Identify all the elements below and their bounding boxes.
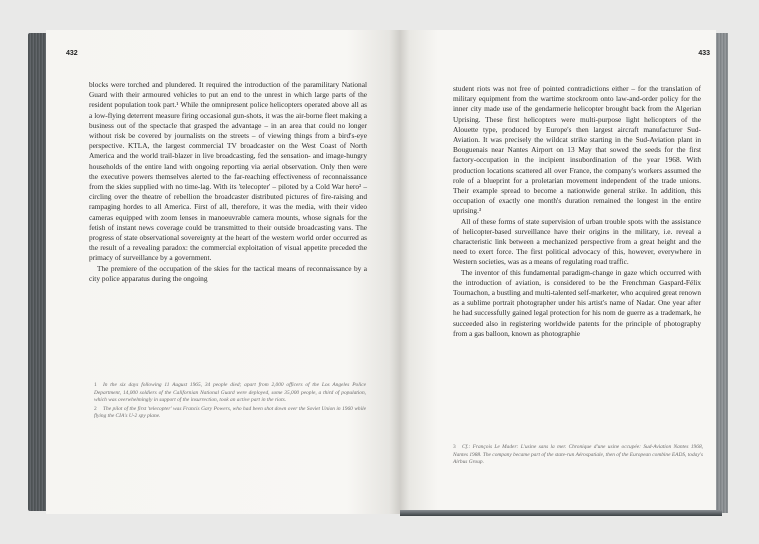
left-page [46,30,400,514]
paragraph: The premiere of the occupation of the skies for the tactical means of reconnaissance by a city police apparatus during the ongoing [89,263,367,283]
footnote [94,382,366,405]
paragraph: blocks were torched and plundered. It required the introduction of the paramilitary National Guard with their armoured vehicles to put an end to the unrest in which large parts of the resident population took part.¹ While the omnipresent police helicopters operated above all as a low-flying deterrent measure firing occasional gun-shots, it was the air-borne fleet making a business out of the spectacle that grasped the advantage – in an area that could no longer without risk be covered by journalists on the streets – of viewing things from a bird's-eye perspective. KTLA, the largest commercial TV broadcaster on the West Coast of North America and the world trail-blazer in live broadcasting, fed the sensation- and image-hungry households of the entire land with ongoing reporting via aerial observation. Only then were the executive powers themselves alerted to the far-reaching effectiveness of reconnaissance from the skies supplied with no time-lag. With its 'telecopter' – piloted by a Cold War hero² – circling over the theatre of rebellion the broadcaster distributed pictures of fire-raising and rampaging hordes to all America. First of all, therefore, it was the media, with their video cameras equipped with zoom lenses in manoeuvrable camera mounts, whose signals for the fetish of instant news coverage could be transmitted to their outside broadcasting vans. The progress of state observational sovereignty at the heart of the western world order occurred as the result of a revealing paradox: the commercial exploitation of visual appetite preceded the primacy of surveillance by a government. [89,80,367,263]
footnote-mark: 1 [94,382,97,388]
right-page [400,30,716,510]
footnote [94,406,366,421]
footnote-mark: 3 [453,444,456,450]
book-page-edge-right [714,33,728,513]
footnote-text: The pilot of the first 'telecopter' was Francis Gary Powers, who had been shot down over the Soviet Union in 1960 while flying the CIA's U-2 spy plane. [94,405,366,420]
left-page-body [89,80,367,284]
footnote-mark: 2 [94,405,97,412]
page-number-left: 432 [66,50,78,57]
book-cover-edge-bottom [400,510,722,516]
book-spine-edge-left [28,33,48,511]
paragraph: All of these forms of state supervision of urban trouble spots with the assistance of helicopter-based surveillance have their origins in the military, i.e. reveal a characteristic link between a mechanized perspective from a great height and the need to exert force. The first political advocacy of this, however, everywhere in Western societies, was as a means of regulating road traffic. [453,216,701,267]
page-number-right: 433 [698,50,710,57]
paragraph: student riots was not free of pointed contradictions either – for the translation of military equipment from the wartime stockroom onto law-and-order policy for the inner city made use of the gendarmerie helicopter brought back from the Algerian Uprising. These first helicopters were multi-purpose light helicopters of the Alouette type, produced by Europe's then largest aircraft manufacturer Sud-Aviation. It was precisely the wildcat strike starting in the Sud-Aviation plant in Bouguenais near Nantes Airport on 13 May that sowed the seeds for the first factory-occupation in the incipient insubordination of the year 1968. With production locations scattered all over France, the company's workers assumed the role of a blueprint for a proletarian movement independent of the trade unions. Their example spread to become a nationwide general strike. In addition, this occupation of exactly one month's duration remained the longest in the entire uprising.³ [453,84,701,216]
footnote [453,444,703,467]
right-page-body [453,84,701,339]
paragraph: The inventor of this fundamental paradigm-change in gaze which occurred with the introduction of aviation, is considered to be the Frenchman Gaspard-Félix Tournachon, a bustling and multi-talented self-marketer, who acquired great renown as a sublime portrait photographer under his artist's name of Nadar. One year after he had successfully gained legal protection for his nom de guerre as a trademark, he succeeded also in registering worldwide patents for the principle of photography from a gas balloon, known as photographie [453,267,701,338]
open-book [28,30,728,514]
right-page-footnotes [453,444,703,468]
footnote-text: Cf.: François Le Mader: L'usine sans la mer. Chronique d'une usine occupée: Sud-Aviation Nantes 1968, Nantes 1988. The company became part of the state-run Aérospatiale, then of the European combine EADS, today's Airbus Group. [453,444,703,466]
footnote-text: In the six days following 11 August 1965, 34 people died; apart from 2,000 officers of the Los Angeles Police Department, 14,000 soldiers of the Californian National Guard were deployed, some 35,000 people, a third of population, which was overwhelmingly in support of the insurrection, took an active part in the riots. [94,382,366,404]
left-page-footnotes [94,382,366,422]
